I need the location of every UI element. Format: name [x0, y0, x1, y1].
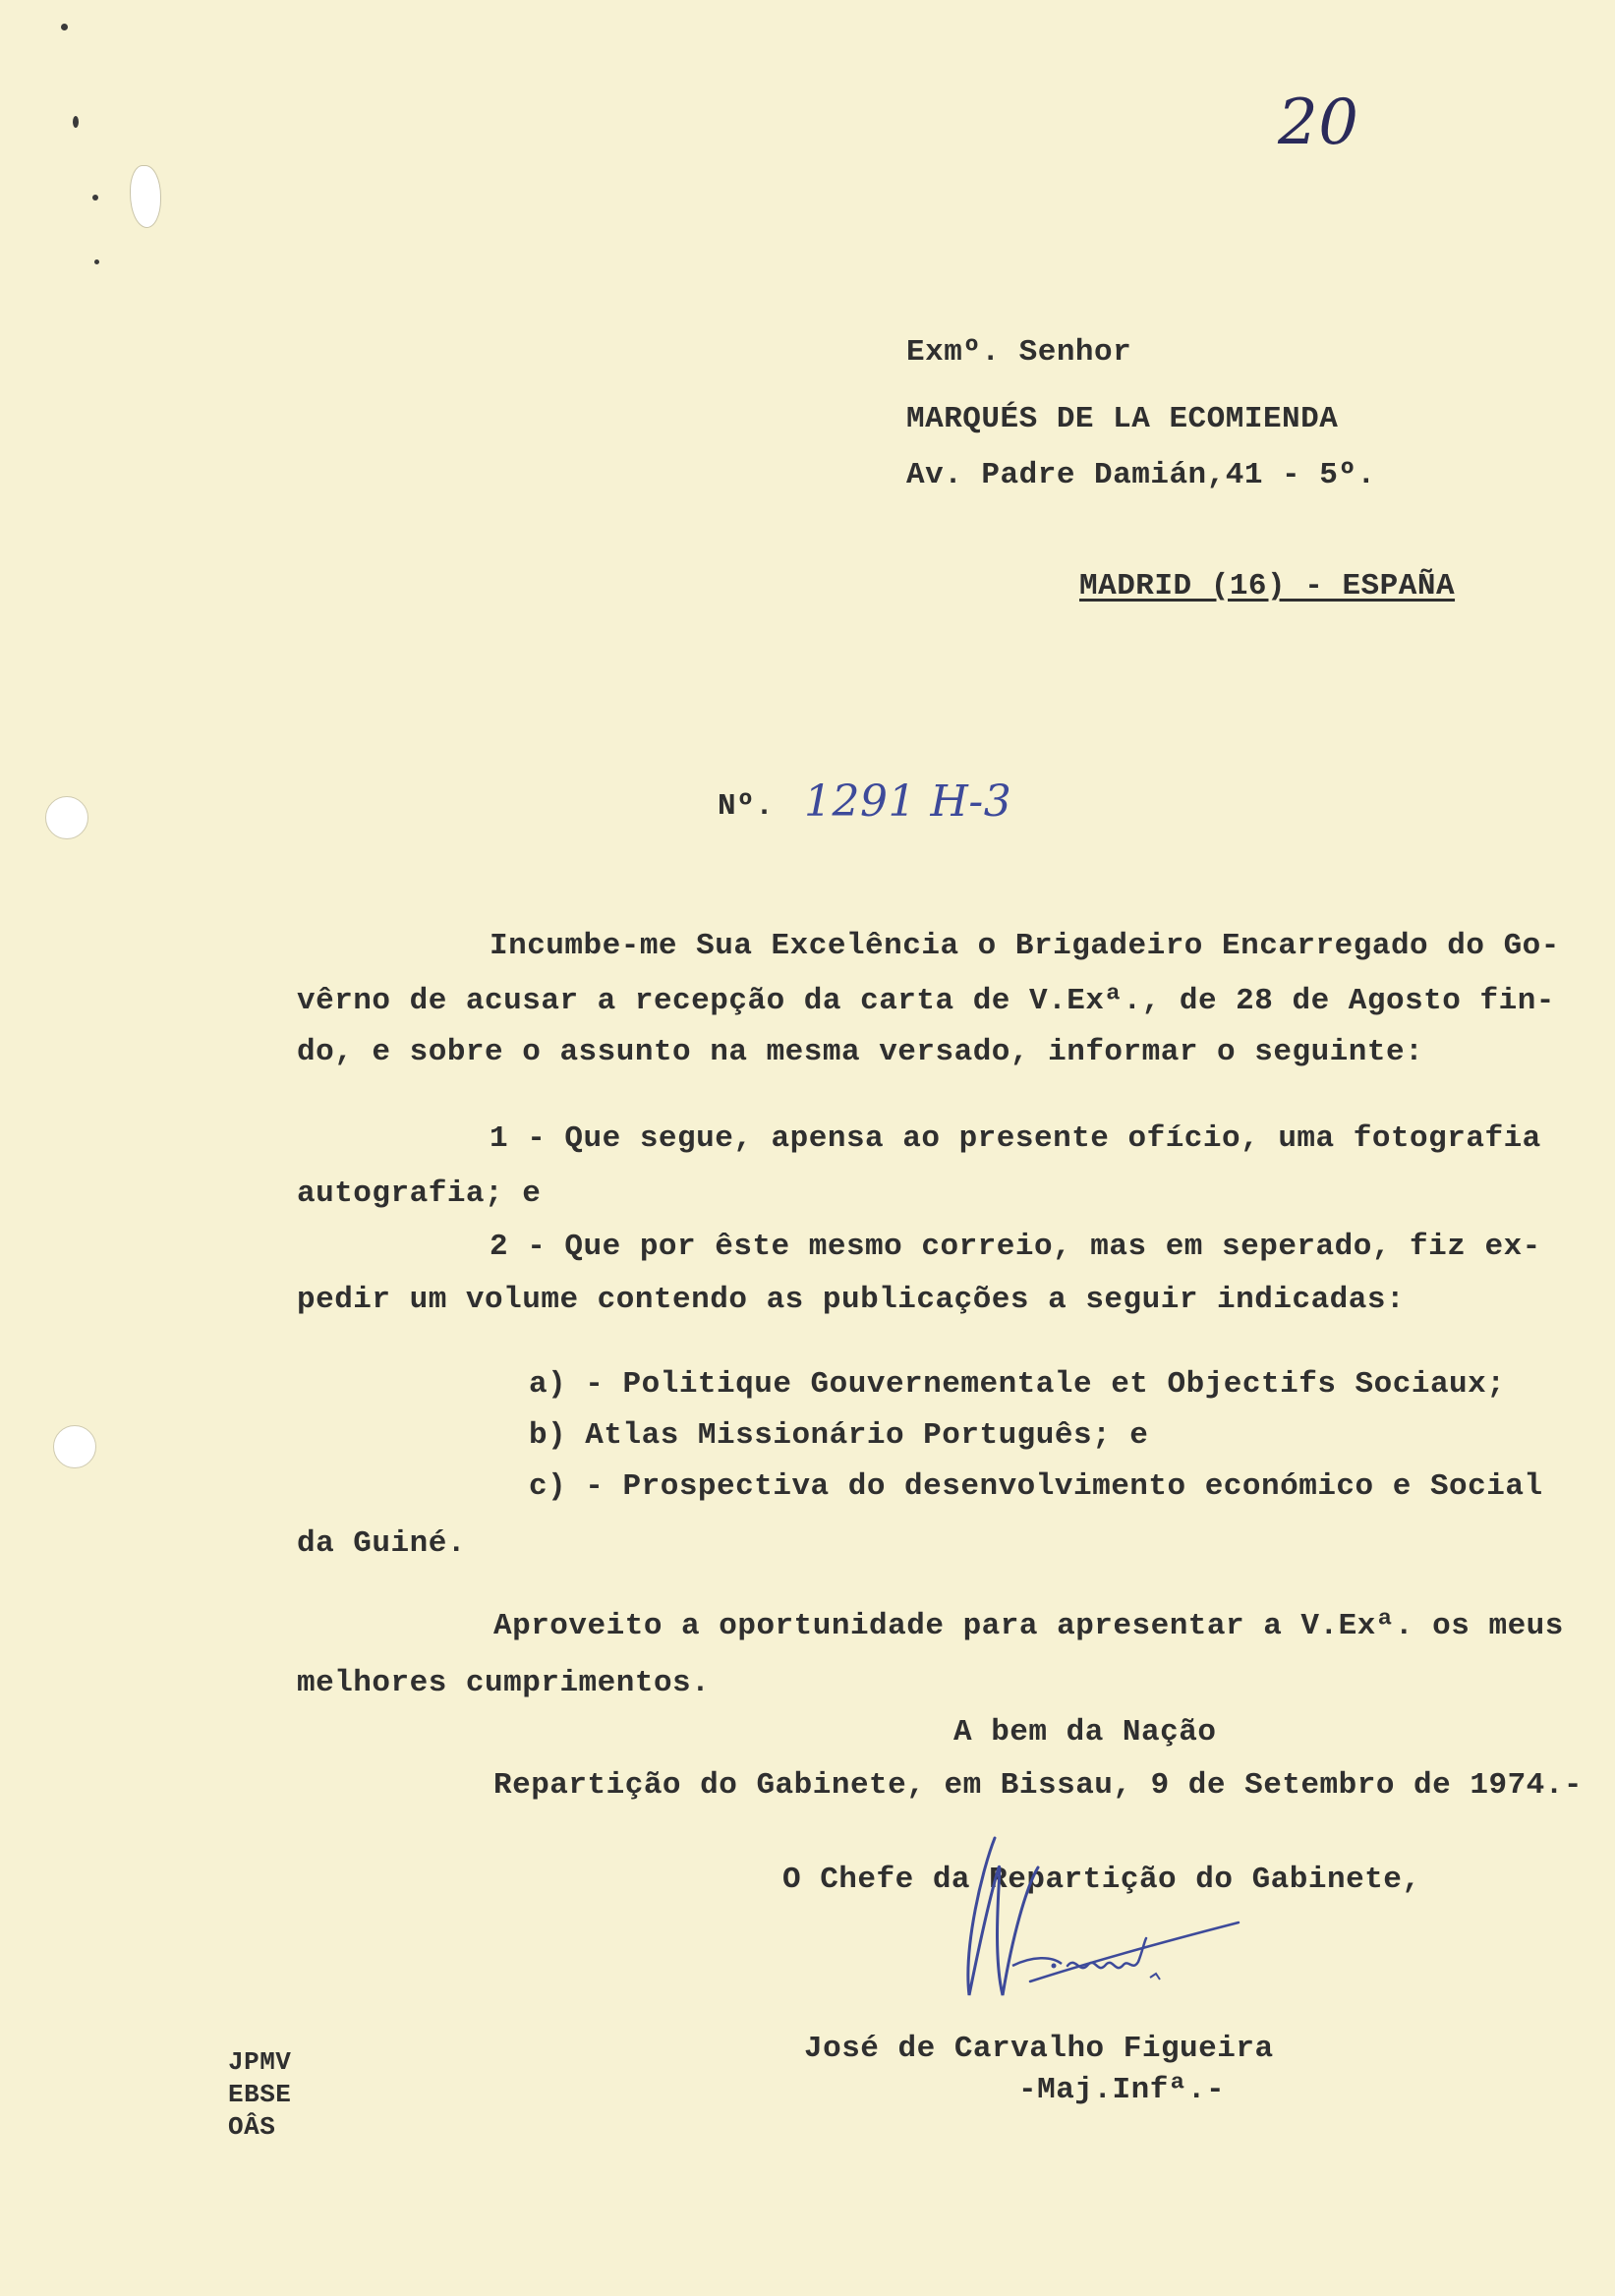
- reference-label: Nº.: [718, 789, 775, 824]
- reference-number: 1291 H-3: [804, 776, 1012, 827]
- body-intro-line: vêrno de acusar a recepção da carta de V.Exª., de 28 de Agosto fin-: [297, 984, 1555, 1018]
- recipient-name: MARQUÉS DE LA ECOMIENDA: [906, 402, 1339, 436]
- punch-hole-top: [45, 796, 88, 839]
- publication-item: c) - Prospectiva do desenvolvimento económico e Social: [529, 1469, 1543, 1504]
- publication-item: b) Atlas Missionário Português; e: [529, 1418, 1149, 1453]
- motto: A bem da Nação: [953, 1715, 1217, 1750]
- signatory-title: O Chefe da Repartição do Gabinete,: [782, 1863, 1421, 1897]
- place-date: Repartição do Gabinete, em Bissau, 9 de Setembro de 1974.-: [493, 1768, 1583, 1803]
- body-point2-line: pedir um volume contendo as publicações a seguir indicadas:: [297, 1283, 1406, 1317]
- ink-spot: [94, 259, 99, 264]
- body-intro-line: Incumbe-me Sua Excelência o Brigadeiro Encarregado do Go-: [490, 929, 1560, 963]
- reference-initials: [228, 2046, 291, 2144]
- recipient-salutation: Exmº. Senhor: [906, 335, 1132, 370]
- body-closing-line: Aproveito a oportunidade para apresentar a V.Exª. os meus: [493, 1609, 1564, 1643]
- recipient-address: Av. Padre Damián,41 - 5º.: [906, 458, 1376, 492]
- recipient-city: MADRID (16) - ESPAÑA: [1079, 569, 1456, 603]
- ink-spot: [61, 24, 68, 30]
- publication-item: a) - Politique Gouvernementale et Objectifs Sociaux;: [529, 1367, 1506, 1402]
- handwritten-signature: [944, 1828, 1258, 2025]
- initials-line: JPMV: [228, 2047, 292, 2077]
- publication-item: da Guiné.: [297, 1526, 466, 1561]
- body-point1-line: 1 - Que segue, apensa ao presente ofício, uma fotografia: [490, 1121, 1541, 1156]
- punch-hole-bottom: [53, 1425, 96, 1468]
- ink-spot: [73, 116, 79, 128]
- paper-tear: [130, 165, 161, 228]
- page-number: 20: [1278, 86, 1359, 159]
- signatory-rank: -Maj.Infª.-: [1018, 2073, 1226, 2107]
- body-closing-line: melhores cumprimentos.: [297, 1666, 711, 1700]
- ink-spot: [92, 195, 98, 201]
- body-point1-line: autografia; e: [297, 1177, 542, 1211]
- body-point2-line: 2 - Que por êste mesmo correio, mas em seperado, fiz ex-: [490, 1230, 1541, 1264]
- body-intro-line: do, e sobre o assunto na mesma versado, informar o seguinte:: [297, 1035, 1424, 1069]
- initials-line: EBSE: [228, 2080, 292, 2109]
- signatory-name: José de Carvalho Figueira: [804, 2032, 1274, 2066]
- initials-line: OÂS: [228, 2112, 276, 2142]
